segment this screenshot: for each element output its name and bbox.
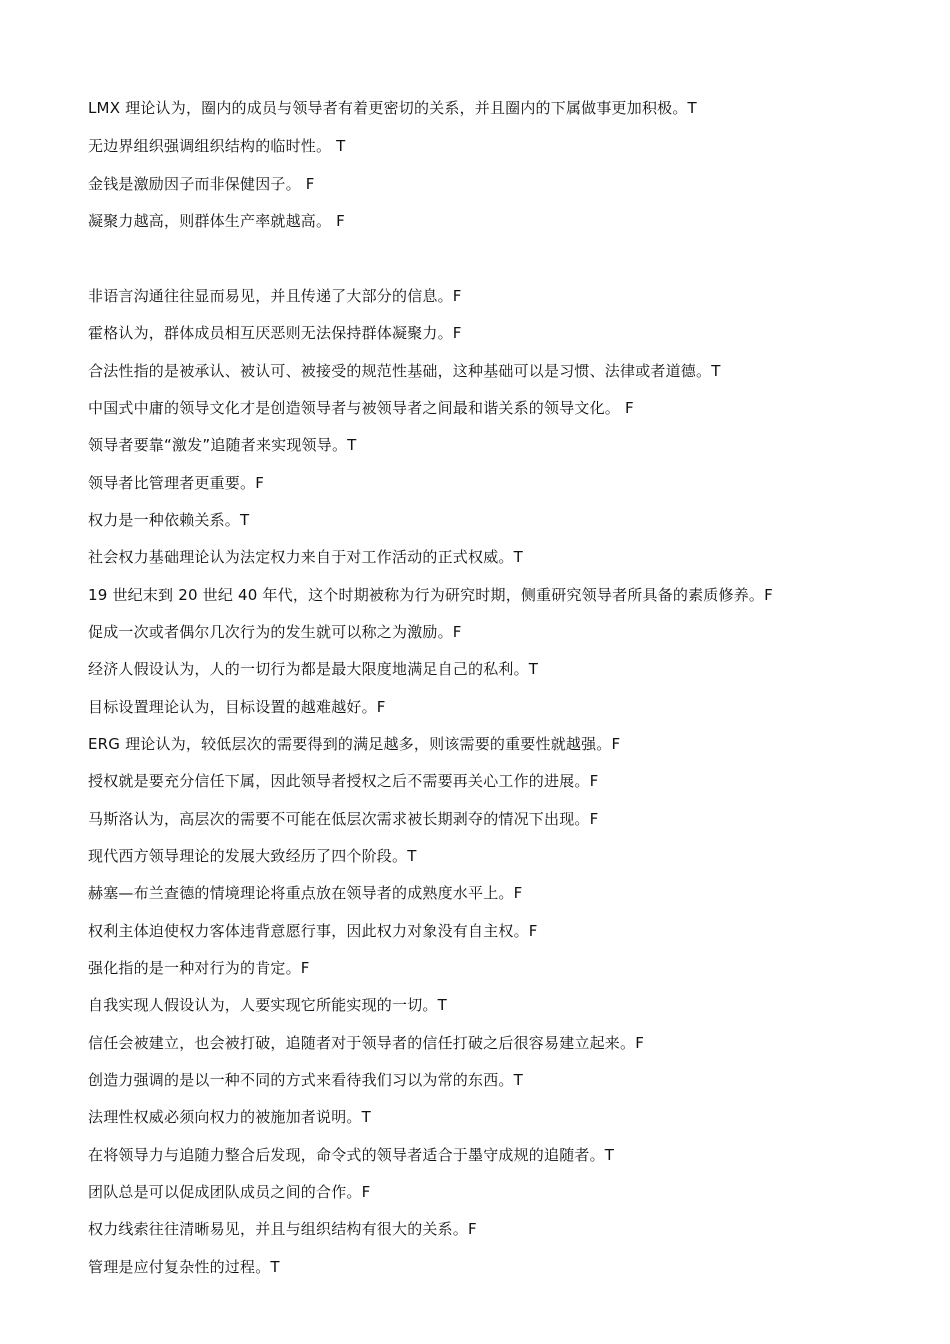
statement-line: 创造力强调的是以一种不同的方式来看待我们习以为常的东西。T [88,1071,523,1089]
statement-line: 目标设置理论认为，目标设置的越难越好。F [88,698,386,716]
statement-line: 强化指的是一种对行为的肯定。F [88,959,310,977]
statement-line: 社会权力基础理论认为法定权力来自于对工作活动的正式权威。T [88,548,523,566]
statement-line: 合法性指的是被承认、被认可、被接受的规范性基础，这种基础可以是习惯、法律或者道德。T [88,362,721,380]
statement-line: 赫塞—布兰查德的情境理论将重点放在领导者的成熟度水平上。F [88,884,523,902]
statement-line: 19 世纪末到 20 世纪 40 年代，这个时期被称为行为研究时期，侧重研究领导者所具备的素质修养。F [88,586,773,604]
statement-line: 团队总是可以促成团队成员之间的合作。F [88,1183,371,1201]
statement-line: 法理性权威必须向权力的被施加者说明。T [88,1108,371,1126]
statement-line: 领导者要靠“激发”追随者来实现领导。T [88,436,357,454]
statement-line: 非语言沟通往往显而易见，并且传递了大部分的信息。F [88,287,462,305]
statement-line: 中国式中庸的领导文化才是创造领导者与被领导者之间最和谐关系的领导文化。 F [88,399,634,417]
statement-line: 马斯洛认为，高层次的需要不可能在低层次需求被长期剥夺的情况下出现。F [88,810,599,828]
statement-line: 现代西方领导理论的发展大致经历了四个阶段。T [88,847,417,865]
statement-line: 促成一次或者偶尔几次行为的发生就可以称之为激励。F [88,623,462,641]
statement-line: 在将领导力与追随力整合后发现，命令式的领导者适合于墨守成规的追随者。T [88,1146,615,1164]
statement-line: LMX 理论认为，圈内的成员与领导者有着更密切的关系，并且圈内的下属做事更加积极。T [88,99,697,117]
statement-line: 霍格认为，群体成员相互厌恶则无法保持群体凝聚力。F [88,324,462,342]
statement-line: 凝聚力越高，则群体生产率就越高。 F [88,212,345,230]
statement-line: 无边界组织强调组织结构的临时性。 T [88,137,346,155]
statement-line: 管理是应付复杂性的过程。T [88,1258,280,1276]
statement-line: 经济人假设认为，人的一切行为都是最大限度地满足自己的私利。T [88,660,539,678]
statement-line: 金钱是激励因子而非保健因子。 F [88,175,315,193]
statement-line: 信任会被建立，也会被打破，追随者对于领导者的信任打破之后很容易建立起来。F [88,1034,645,1052]
statement-line: 权力是一种依赖关系。T [88,511,250,529]
statement-line: ERG 理论认为，较低层次的需要得到的满足越多，则该需要的重要性就越强。F [88,735,621,753]
statement-line: 权力线索往往清晰易见，并且与组织结构有很大的关系。F [88,1220,477,1238]
statement-line: 授权就是要充分信任下属，因此领导者授权之后不需要再关心工作的进展。F [88,772,599,790]
statement-line: 自我实现人假设认为，人要实现它所能实现的一切。T [88,996,447,1014]
statement-line: 领导者比管理者更重要。F [88,474,265,492]
statement-line: 权利主体迫使权力客体违背意愿行事，因此权力对象没有自主权。F [88,922,538,940]
